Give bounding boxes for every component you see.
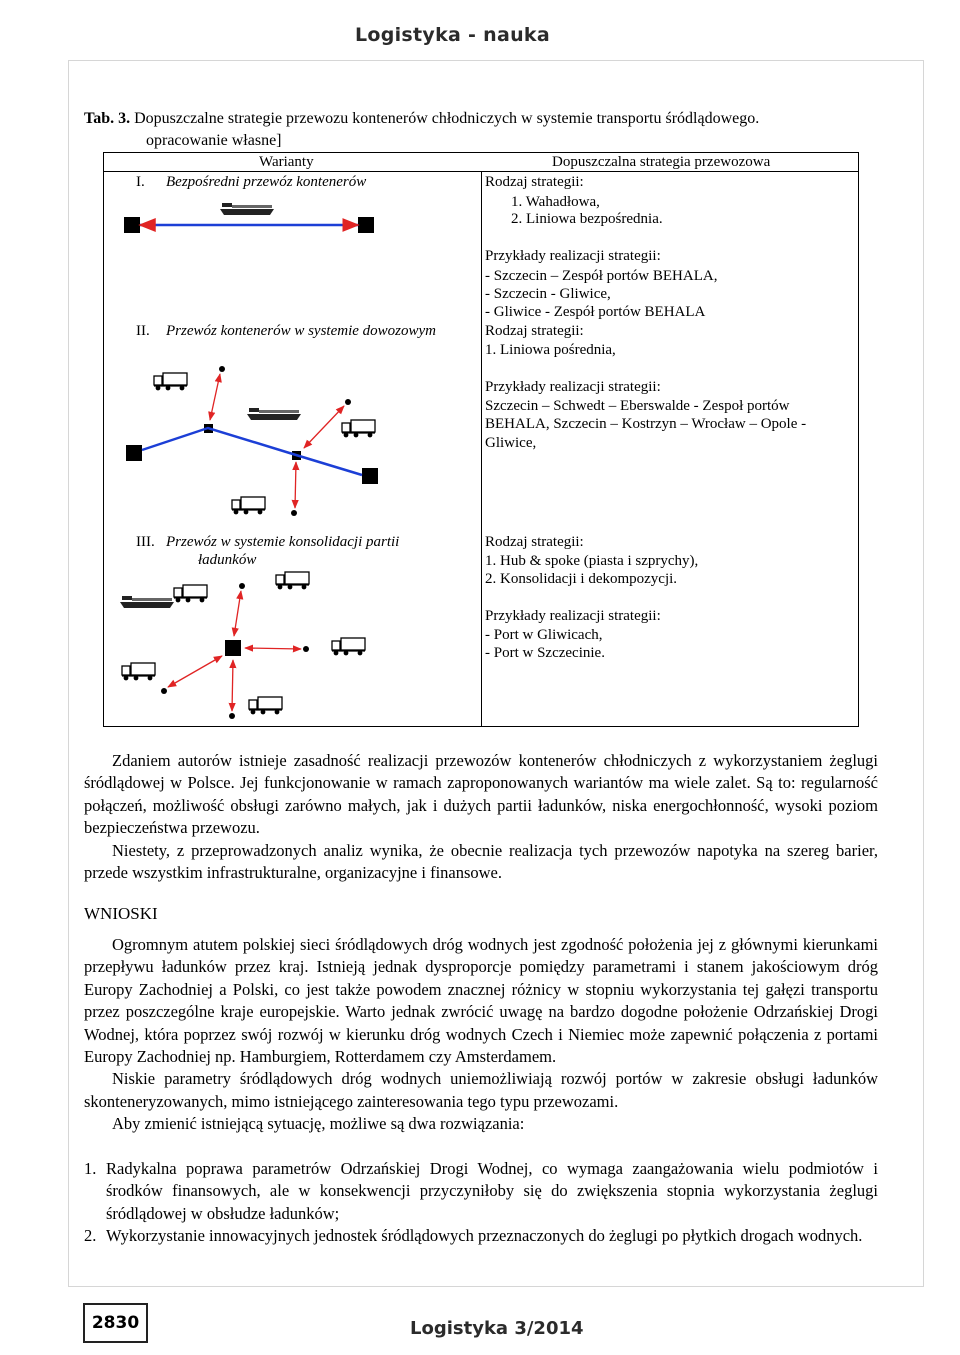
row2-name: Przewóz kontenerów w systemie dowozowym — [166, 323, 436, 339]
spoke-arrow — [234, 591, 241, 636]
feeder-arrow — [210, 374, 220, 420]
row1-example: - Szczecin – Zespół portów BEHALA, — [485, 268, 718, 284]
terminal-node — [362, 468, 378, 484]
list-text: Wykorzystanie innowacyjnych jednostek śródlądowych przeznaczonych do żeglugi po płytkich drogach wodnych. — [106, 1226, 863, 1246]
paragraph: Ogromnym atutem polskiej sieci śródlądowych dróg wodnych jest zgodność położenia jej z głównymi kierunkami przepływu ładunków przez kraj. Istnieją jednak dysproporcje pomiędzy parametrami i stanem jakościowym dróg Europy Zachodniej a Polski, co jest także powodem znacznej różnicy w stopniu wykorzystania tej gałęzi transportu przez poszczególne kraje europejskie. Warto jednak zwrócić uwagę na bardzo dogodne położenie Odrzańskiej Drogi Wodnej, która poprzez swój rozwój w kierunku dróg wodnych Czech i Niemiec może zapewnić połączenia z portami Europy Zachodniej np. Hamburgiem, Rotterdamem czy Amsterdamem. — [84, 935, 878, 1067]
spoke-arrow — [245, 648, 301, 649]
row1-strategy-label: Rodzaj strategii: — [485, 174, 584, 190]
feeder-arrow — [295, 462, 296, 508]
paragraph: Niestety, z przeprowadzonych analiz wynika, że obecnie realizacja tych przewozów napotyka na szereg barier, przede wszystkim infrastrukturalne, organizacyjne i finansowe. — [84, 840, 878, 883]
row2-example: BEHALA, Szczecin – Kostrzyn – Wrocław – Opole - — [485, 416, 807, 432]
paragraph: Aby zmienić istniejącą sytuację, możliwe są dwa rozwiązania: — [112, 1114, 525, 1134]
row3-number: III. — [136, 534, 155, 550]
barge-icon — [220, 203, 274, 215]
row2-example: Gliwice, — [485, 435, 537, 451]
route-line — [142, 428, 362, 475]
list-item — [84, 1225, 878, 1247]
table-caption — [84, 108, 884, 152]
diagram-feeder-system — [104, 358, 481, 528]
row1-examples-label: Przykłady realizacji strategii: — [485, 248, 661, 264]
strategy-table — [103, 152, 859, 727]
row3-strategy-item: 2. Konsolidacji i dekompozycji. — [485, 571, 678, 587]
row2-example: Szczecin – Schwedt – Eberswalde - Zespoł portów — [485, 398, 790, 414]
page-number: 2830 — [83, 1303, 148, 1343]
caption-label: Tab. 3. — [84, 110, 131, 127]
section-heading: WNIOSKI — [84, 904, 158, 923]
list-text: Radykalna poprawa parametrów Odrzańskiej Drogi Wodnej, co wymaga zaangażowania wielu podmiotów i środków finansowych, ale w konsekwencji przyczyniłoby się do zwiększenia stopnia wykorzystania żeglugi śródlądowej w obsłudze ładunków; — [106, 1159, 878, 1223]
paragraph: Zdaniem autorów istnieje zasadność realizacji przewozów kontenerów chłodniczych z wykorzystaniem żeglugi śródlądowej w Polsce. Jej funkcjonowanie w ramach zaproponowanych wariantów ma wiele zalet. Są to: regularność połączeń, możliwość obsługi zarówno małych, jak i dużych partii ładunków, niska energochłonność, wysoki poziom bezpieczeństwa przewozu. — [84, 751, 878, 838]
table-column-divider — [481, 171, 482, 726]
feeder-arrow — [304, 406, 344, 448]
row1-strategy-item: 1. Wahadłowa, — [511, 194, 600, 210]
row3-strategy-label: Rodzaj strategii: — [485, 534, 584, 550]
row1-number: I. — [136, 174, 145, 190]
origin-point — [229, 713, 235, 719]
caption-text: Dopuszczalne strategie przewozu kontenerów chłodniczych w systemie transportu śródlądowego. — [134, 110, 760, 127]
truck-icon — [174, 585, 207, 602]
row2-number: II. — [136, 323, 150, 339]
row1-example: - Gliwice - Zespół portów BEHALA — [485, 304, 706, 320]
origin-point — [219, 366, 225, 372]
row3-examples-label: Przykłady realizacji strategii: — [485, 608, 661, 624]
row1-strategy-item: 2. Liniowa bezpośrednia. — [511, 211, 663, 227]
row3-strategy-item: 1. Hub & spoke (piasta i szprychy), — [485, 553, 699, 569]
origin-point — [239, 583, 245, 589]
list-item — [84, 1158, 878, 1225]
list-number: 2. — [84, 1226, 97, 1246]
row3-name-line2: ładunków — [198, 552, 257, 568]
row2-examples-label: Przykłady realizacji strategii: — [485, 379, 661, 395]
truck-icon — [332, 638, 365, 655]
conclusion-paragraphs — [84, 934, 878, 1136]
row3-example: - Port w Gliwicach, — [485, 627, 603, 643]
origin-point — [303, 646, 309, 652]
col-header-strategy: Dopuszczalna strategia przewozowa — [552, 154, 771, 170]
truck-icon — [249, 697, 282, 714]
paragraph: Niskie parametry śródlądowych dróg wodnych uniemożliwiają rozwój portów w zakresie obsługi ładunków skonteneryzowanych, mimo istniejącego zainteresowania tego typu przewozami. — [84, 1069, 878, 1111]
row1-name: Bezpośredni przewóz kontenerów — [166, 174, 367, 190]
body-paragraphs — [84, 750, 878, 884]
row2-strategy-item: 1. Liniowa pośrednia, — [485, 342, 616, 358]
running-footer: Logistyka 3/2014 — [410, 1318, 584, 1339]
truck-icon — [154, 373, 187, 390]
row2-strategy-label: Rodzaj strategii: — [485, 323, 584, 339]
truck-icon — [122, 663, 155, 680]
origin-point — [291, 510, 297, 516]
truck-icon — [276, 572, 309, 589]
spoke-arrow — [168, 656, 222, 687]
row3-name: Przewóz w systemie konsolidacji partii — [166, 534, 400, 550]
truck-icon — [232, 497, 265, 514]
spoke-arrow — [232, 660, 233, 711]
origin-point — [345, 399, 351, 405]
diagram-direct-transport — [104, 193, 481, 243]
running-header: Logistyka - nauka — [354, 24, 550, 46]
terminal-node — [126, 445, 142, 461]
row3-example: - Port w Szczecinie. — [485, 645, 605, 661]
barge-icon — [120, 596, 174, 608]
list-number: 1. — [84, 1159, 97, 1178]
solutions-list — [84, 1158, 878, 1248]
col-header-variants: Warianty — [259, 154, 314, 170]
caption-source: opracowanie własne] — [146, 132, 282, 149]
terminal-node — [358, 217, 374, 233]
row1-example: - Szczecin - Gliwice, — [485, 286, 611, 302]
hub-node — [225, 640, 241, 656]
origin-point — [161, 688, 167, 694]
diagram-hub-and-spoke — [104, 558, 481, 726]
terminal-node — [124, 217, 140, 233]
truck-icon — [342, 420, 375, 437]
barge-icon — [247, 408, 301, 420]
